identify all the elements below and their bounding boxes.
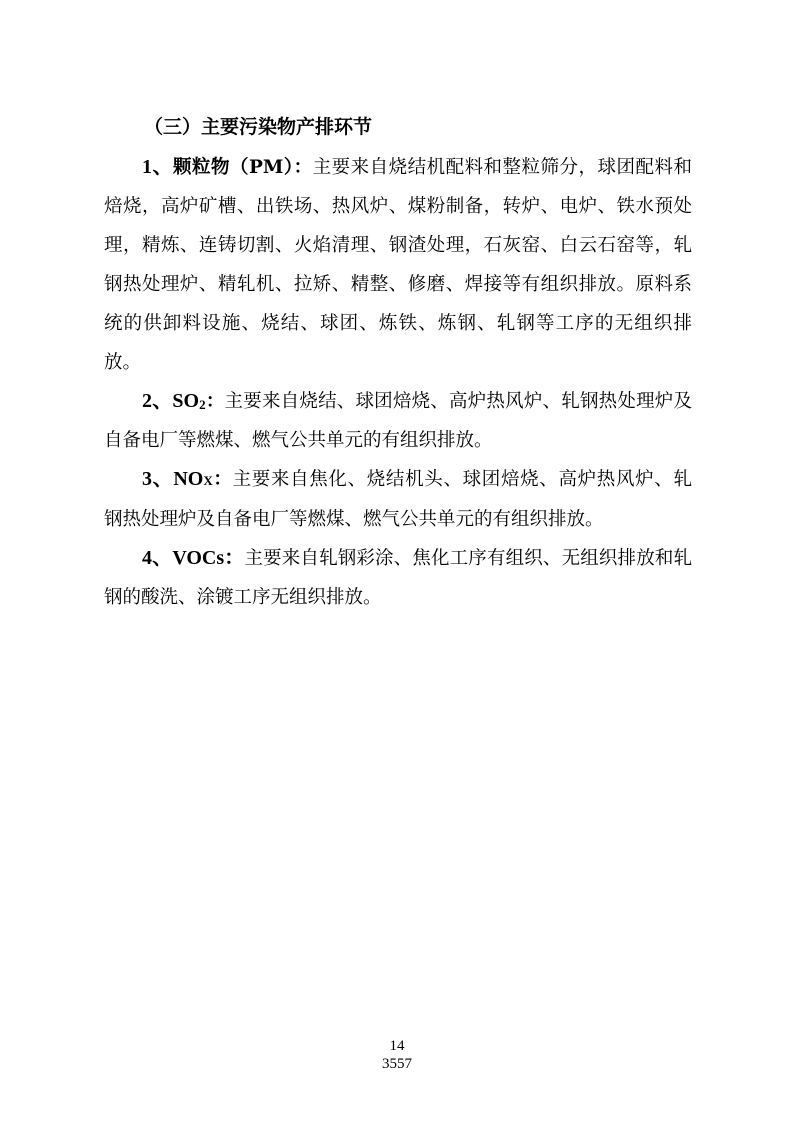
paragraph-vocs	[104, 539, 692, 617]
title-main: NO	[173, 468, 204, 490]
paragraph-nox	[104, 460, 692, 539]
item-body-vocs: 主要来自轧钢彩涂、焦化工序有组织、无组织排放和轧钢的酸洗、涂镀工序无组织排放。	[104, 548, 692, 608]
item-number: 2、	[142, 390, 173, 412]
item-title-pm: 颗粒物（PM）：	[173, 157, 313, 178]
section-heading: （三）主要污染物产排环节	[144, 116, 373, 138]
item-title-colon: ：	[212, 469, 233, 490]
title-small: X	[203, 473, 213, 488]
item-title-colon: ：	[205, 391, 225, 412]
title-subscript: 2	[199, 397, 206, 412]
item-title-nox	[173, 468, 212, 490]
item-title-so2	[172, 390, 205, 412]
item-body-nox: 主要来自焦化、烧结机头、球团焙烧、高炉热风炉、轧钢热处理炉及自备电厂等燃煤、燃气公共单元的有组织排放。	[104, 469, 692, 530]
item-number: 4、	[142, 547, 173, 569]
title-main: SO	[172, 390, 200, 412]
page-number: 14	[389, 1038, 405, 1054]
item-body-pm: 主要来自烧结机配料和整粒筛分，球团配料和焙烧，高炉矿槽、出铁场、热风炉、煤粉制备，转炉、电炉、铁水预处理，精炼、连铸切割、火焰清理、钢渣处理，石灰窑、白云石窑等，轧钢热处理炉、精轧机、拉矫、精整、修磨、焊接等有组织排放。原料系统的供卸料设施、烧结、球团、炼铁、炼钢、轧钢等工序的无组织排放。	[104, 157, 693, 373]
page-content	[104, 112, 692, 617]
item-body-so2: 主要来自烧结、球团焙烧、高炉热风炉、轧钢热处理炉及自备电厂等燃煤、燃气公共单元的有组织排放。	[104, 391, 692, 451]
document-number: 3557	[382, 1056, 412, 1072]
item-title-vocs: VOCs：	[172, 547, 245, 569]
paragraph-pm	[104, 148, 692, 382]
item-number: 3、	[142, 468, 174, 490]
paragraph-so2	[104, 382, 692, 460]
item-number: 1、	[142, 156, 173, 178]
